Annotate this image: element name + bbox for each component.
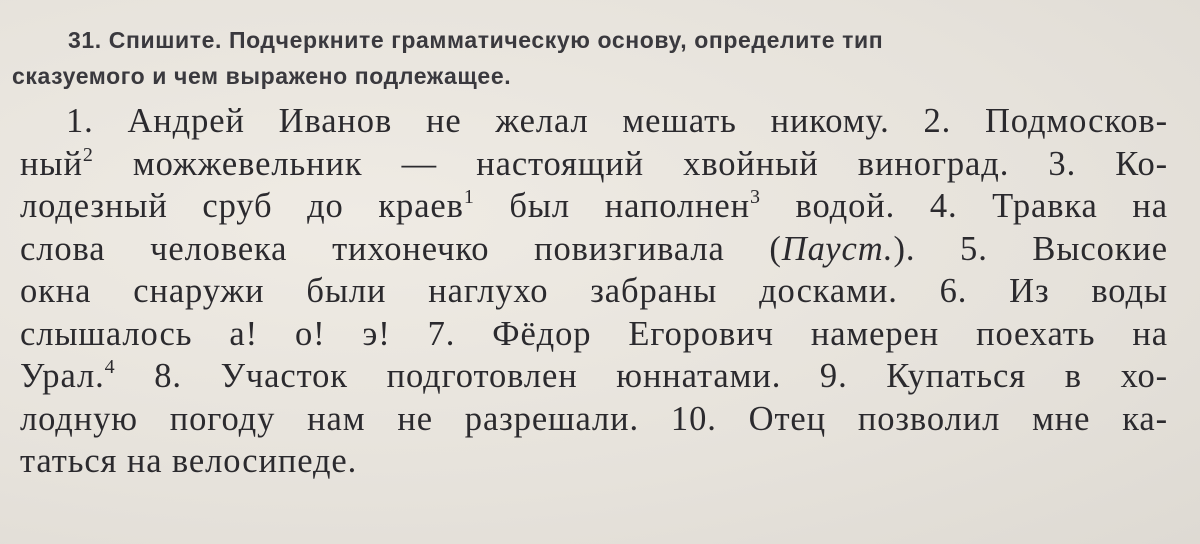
text-line-8: лодную погоду нам не разрешали. 10. Отец позволил мне ка- <box>20 399 1168 438</box>
text-line-9: таться на велосипеде. <box>20 442 358 480</box>
instruction-line-1: 31. Спишите. Подчеркните грамматическую основу, определите тип <box>68 27 884 53</box>
text-fragment: ). 5. Высокие <box>893 229 1169 268</box>
text-fragment: был наполнен <box>474 187 750 225</box>
text-fragment: можжевельник — настоящий хвойный виноград. 3. Ко- <box>93 144 1168 183</box>
exercise-instruction <box>12 22 1148 94</box>
instruction-line-2: сказуемого и чем выражено подлежащее. <box>12 63 512 89</box>
text-line-1: 1. Андрей Иванов не желал мешать никому. 2. Подмосков- <box>66 102 1168 140</box>
footnote-mark: 2 <box>82 143 94 166</box>
author-citation: Пауст. <box>781 229 894 268</box>
text-fragment: Урал. <box>20 357 105 395</box>
text-fragment: 8. Участок подготовлен юннатами. 9. Купаться в хо- <box>115 357 1168 395</box>
text-line-7 <box>20 355 1168 398</box>
text-line-3 <box>20 185 1168 228</box>
footnote-mark: 3 <box>749 186 761 208</box>
exercise-text <box>20 100 1180 483</box>
text-fragment: водой. 4. Травка на <box>760 187 1168 225</box>
footnote-mark: 1 <box>463 186 475 208</box>
text-line-2 <box>20 143 1168 186</box>
text-line-4 <box>20 228 1168 271</box>
footnote-mark: 4 <box>104 356 116 378</box>
text-line-6: слышалось а! о! э! 7. Фёдор Егорович намерен поехать на <box>20 314 1168 353</box>
text-fragment: ный <box>20 144 83 183</box>
text-fragment: лодезный сруб до краев <box>20 187 464 225</box>
text-fragment: слова человека тихонечко повизгивала ( <box>20 229 782 268</box>
text-line-5: окна снаружи были наглухо забраны досками. 6. Из воды <box>20 272 1168 310</box>
